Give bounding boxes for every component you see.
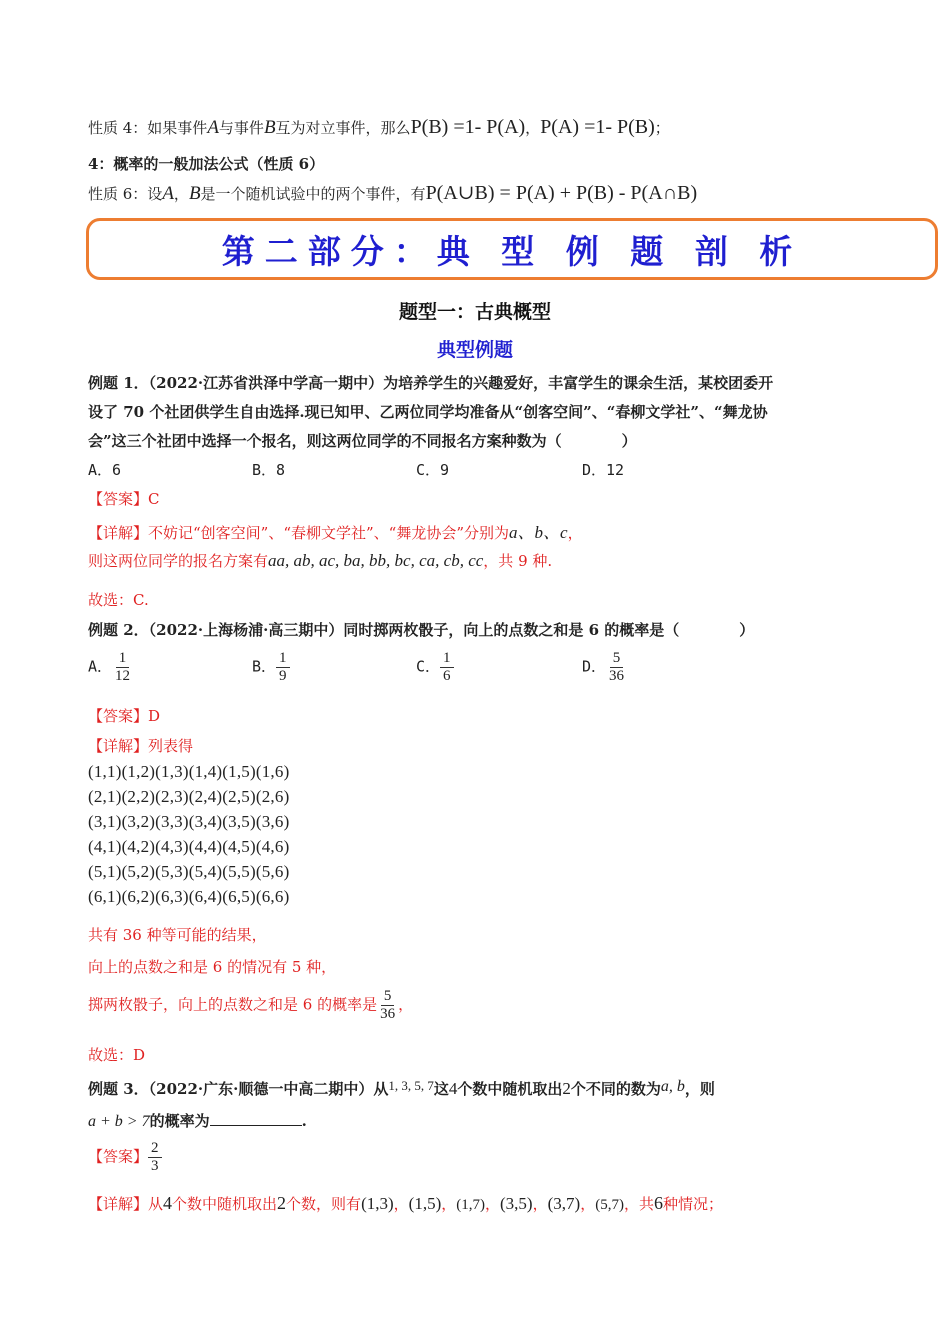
example-2-answer: 【答案】D xyxy=(88,707,161,725)
separator: . xyxy=(301,1112,307,1130)
option-label: B． xyxy=(252,657,277,676)
denominator: 12 xyxy=(115,668,131,684)
pair: (3,7) xyxy=(547,1194,581,1213)
count-four: 4 xyxy=(448,1079,458,1098)
example-3-detail xyxy=(88,1193,723,1214)
example-1-detail xyxy=(88,518,583,543)
option-label: A． xyxy=(88,657,113,676)
pair: (3,5) xyxy=(500,1194,533,1213)
property-6-prefix: 性质 6：设 xyxy=(88,185,163,203)
variables-abc: a、b、c xyxy=(509,523,568,542)
dice-grid-row-3: (3,1)(3,2)(3,3)(3,4)(3,5)(3,6) xyxy=(88,812,290,831)
example-2-total: 共有 36 种等可能的结果， xyxy=(88,926,267,944)
example-2-probability xyxy=(88,988,413,1023)
separator: ， xyxy=(525,119,541,137)
numerator: 1 xyxy=(116,650,130,668)
count-six: 6 xyxy=(653,1193,663,1213)
event-a: A xyxy=(207,117,219,138)
property-6-line xyxy=(88,180,697,205)
section-4-title: 4：概率的一般加法公式（性质 6） xyxy=(88,155,325,173)
separator: ， xyxy=(398,995,414,1014)
number-set: 1, 3, 5, 7 xyxy=(388,1078,434,1093)
example-3-answer xyxy=(88,1140,162,1175)
detail-text: 则这两位同学的报名方案有 xyxy=(88,552,269,570)
fraction xyxy=(276,650,290,685)
example-2-option-d xyxy=(582,650,627,685)
formula-addition-rule: P(A∪B) = P(A) + P(B) - P(A∩B) xyxy=(425,182,698,204)
dice-grid-row-6: (6,1)(6,2)(6,3)(6,4)(6,5)(6,6) xyxy=(88,887,290,906)
section-banner xyxy=(86,218,938,280)
numerator: 1 xyxy=(440,650,454,668)
count-two: 2 xyxy=(277,1193,287,1213)
separator: ， xyxy=(441,1195,457,1213)
pair: (5,7) xyxy=(595,1197,624,1213)
separator: ， xyxy=(580,1195,596,1213)
example-2-question: 例题 2．（2022·上海杨浦·高三期中）同时掷两枚骰子，向上的点数之和是 6 的概率是（ ） xyxy=(88,621,755,639)
event-a: A xyxy=(162,183,174,204)
dice-grid-row-2: (2,1)(2,2)(2,3)(2,4)(2,5)(2,6) xyxy=(88,787,290,806)
fraction xyxy=(440,650,454,685)
pair: (1,3) xyxy=(361,1194,394,1213)
property-4-prefix: 性质 4：如果事件 xyxy=(88,119,208,137)
detail-text: 共 xyxy=(638,1195,654,1213)
typical-examples-title: 典型例题 xyxy=(436,339,513,361)
separator: ， xyxy=(532,1195,548,1213)
variables-ab: a, b xyxy=(660,1078,685,1095)
numerator: 5 xyxy=(610,650,624,668)
detail-label: 【详解】 xyxy=(88,1195,149,1213)
denominator: 36 xyxy=(380,1006,396,1022)
fraction xyxy=(606,650,627,685)
property-6-text: 是一个随机试验中的两个事件，有 xyxy=(200,185,426,203)
dice-grid-row-5: (5,1)(5,2)(5,3)(5,4)(5,5)(5,6) xyxy=(88,862,290,881)
enumeration-list: aa, ab, ac, ba, bb, bc, ca, cb, cc xyxy=(268,551,484,570)
example-2-choose: 故选：D xyxy=(88,1046,146,1064)
detail-text: 个数中随机取出 xyxy=(172,1195,278,1213)
fraction xyxy=(112,650,133,685)
example-2-option-c xyxy=(416,650,454,685)
dice-grid-row-4: (4,1)(4,2)(4,3)(4,4)(4,5)(4,6) xyxy=(88,837,290,856)
example-2-cases: 向上的点数之和是 6 的情况有 5 种， xyxy=(88,958,337,976)
example-3-question-line-2 xyxy=(88,1110,307,1131)
numerator: 2 xyxy=(148,1140,162,1158)
question-text: 的概率为 xyxy=(149,1112,210,1130)
answer-label: 【答案】 xyxy=(88,1147,149,1166)
count-four: 4 xyxy=(163,1193,173,1213)
question-text: 个不同的数为 xyxy=(570,1080,661,1098)
numerator: 1 xyxy=(276,650,290,668)
fraction xyxy=(377,988,398,1023)
question-type-title: 题型一：古典概型 xyxy=(398,301,551,323)
separator: ， xyxy=(567,524,583,542)
example-1-choose: 故选：C. xyxy=(88,591,149,609)
example-2-detail: 【详解】列表得 xyxy=(88,737,194,755)
example-2-option-b xyxy=(252,650,290,685)
detail-text: 种情况； xyxy=(662,1195,723,1213)
example-1-line-1: 例题 1．（2022·江苏省洪泽中学高一期中）为培养学生的兴趣爱好，丰富学生的课余生活，某校团委开 xyxy=(88,374,774,392)
denominator: 3 xyxy=(151,1158,159,1174)
event-b: B xyxy=(263,117,276,138)
dice-grid-row-1: (1,1)(1,2)(1,3)(1,4)(1,5)(1,6) xyxy=(88,762,290,781)
formula-complement-b: P(B) =1- P(A) xyxy=(410,116,526,138)
question-text: 这 xyxy=(433,1080,449,1098)
example-1-option-c: C．9 xyxy=(416,461,450,479)
inequality: a + b > 7 xyxy=(88,1113,150,1130)
detail-text: 掷两枚骰子，向上的点数之和是 6 的概率是 xyxy=(88,995,378,1014)
denominator: 6 xyxy=(443,668,451,684)
example-1-option-a: A．6 xyxy=(88,461,122,479)
property-4-text: 与事件 xyxy=(218,119,264,137)
example-1-line-2: 设了 70 个社团供学生自由选择.现已知甲、乙两位同学均准备从“创客空间”、“春柳文学社”、“舞龙协 xyxy=(88,403,768,421)
question-text: 例题 3．（2022·广东·顺德一中高二期中）从 xyxy=(88,1080,389,1098)
example-3-question-line-1 xyxy=(88,1078,715,1099)
example-1-option-b: B．8 xyxy=(252,461,286,479)
example-1-option-d: D．12 xyxy=(582,461,625,479)
example-1-line-3: 会”这三个社团中选择一个报名，则这两位同学的不同报名方案种数为（ ） xyxy=(88,432,637,450)
property-4-text: 互为对立事件，那么 xyxy=(275,119,411,137)
pair: (1,5) xyxy=(408,1194,442,1213)
separator: ； xyxy=(654,119,670,137)
count-two: 2 xyxy=(562,1079,571,1098)
denominator: 36 xyxy=(609,668,625,684)
separator: ， xyxy=(623,1195,639,1213)
separator: ， xyxy=(173,185,189,203)
option-label: D． xyxy=(582,657,607,676)
denominator: 9 xyxy=(279,668,287,684)
property-4-line xyxy=(88,116,670,139)
example-2-option-a xyxy=(88,650,133,685)
numerator: 5 xyxy=(381,988,395,1006)
detail-text: ，共 9 种. xyxy=(483,552,553,570)
separator: ， xyxy=(393,1195,409,1213)
question-text: 个数中随机取出 xyxy=(457,1080,563,1098)
example-1-enumeration xyxy=(88,550,552,571)
event-b: B xyxy=(188,183,201,204)
banner-title: 第二部分：典 型 例 题 剖 析 xyxy=(221,231,803,271)
option-label: C． xyxy=(416,657,441,676)
detail-text: 从 xyxy=(148,1195,164,1213)
question-text: ，则 xyxy=(684,1080,715,1098)
formula-complement-a: P(A) =1- P(B) xyxy=(540,116,655,138)
pair: (1,7) xyxy=(456,1197,485,1213)
separator: ， xyxy=(485,1195,501,1213)
detail-text: 【详解】不妨记“创客空间”、“春柳文学社”、“舞龙协会”分别为 xyxy=(88,524,510,542)
example-1-answer: 【答案】C xyxy=(88,490,160,508)
detail-text: 个数，则有 xyxy=(286,1195,362,1213)
fraction xyxy=(148,1140,162,1175)
answer-blank xyxy=(210,1111,302,1126)
